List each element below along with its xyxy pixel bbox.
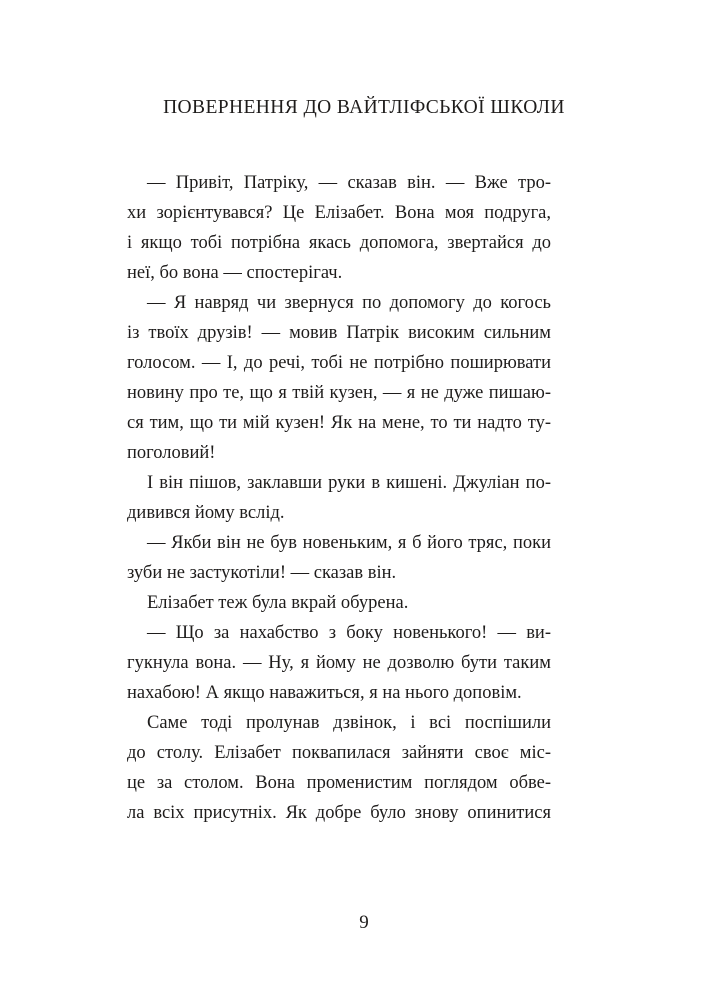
text-line: — Привіт, Патріку, — сказав він. — Вже тро-	[147, 173, 551, 193]
text-line: новину про те, що я твій кузен, — я не дуже пишаю-	[127, 383, 551, 403]
page-number: 9	[359, 912, 369, 933]
body-text	[127, 168, 551, 828]
text-line: — Що за нахабство з боку новенького! — ви-	[147, 623, 551, 643]
text-line: неї, бо вона — спостерігач.	[127, 263, 343, 283]
text-line: зуби не застукотіли! — сказав він.	[127, 563, 397, 583]
text-line: до столу. Елізабет поквапилася зайняти своє міс-	[127, 743, 551, 763]
text-line: дивився йому вслід.	[127, 503, 285, 523]
text-line: ся тим, що ти мій кузен! Як на мене, то ти надто ту-	[127, 413, 551, 433]
text-line: Елізабет теж була вкрай обурена.	[147, 593, 409, 613]
text-line: і якщо тобі потрібна якась допомога, звертайся до	[127, 233, 551, 253]
text-line: із твоїх друзів! — мовив Патрік високим сильним	[127, 323, 551, 343]
text-line: хи зорієнтувався? Це Елізабет. Вона моя подруга,	[127, 203, 551, 223]
text-line: ла всіх присутніх. Як добре було знову опинитися	[127, 803, 551, 823]
text-line: Саме тоді пролунав дзвінок, і всі поспішили	[147, 713, 551, 733]
text-line: нахабою! А якщо наважиться, я на нього доповім.	[127, 683, 522, 703]
text-line: це за столом. Вона променистим поглядом обве-	[127, 773, 551, 793]
text-line: поголовий!	[127, 443, 216, 463]
text-line: — Я навряд чи звернуся по допомогу до когось	[147, 293, 551, 313]
text-line: голосом. — І, до речі, тобі не потрібно поширювати	[127, 353, 551, 373]
text-line: — Якби він не був новеньким, я б його тряс, поки	[147, 533, 551, 553]
running-title: ПОВЕРНЕННЯ ДО ВАЙТЛІФСЬКОЇ ШКОЛИ	[163, 97, 565, 118]
text-line: гукнула вона. — Ну, я йому не дозволю бути таким	[127, 653, 551, 673]
text-line: І він пішов, заклавши руки в кишені. Джуліан по-	[147, 473, 551, 493]
